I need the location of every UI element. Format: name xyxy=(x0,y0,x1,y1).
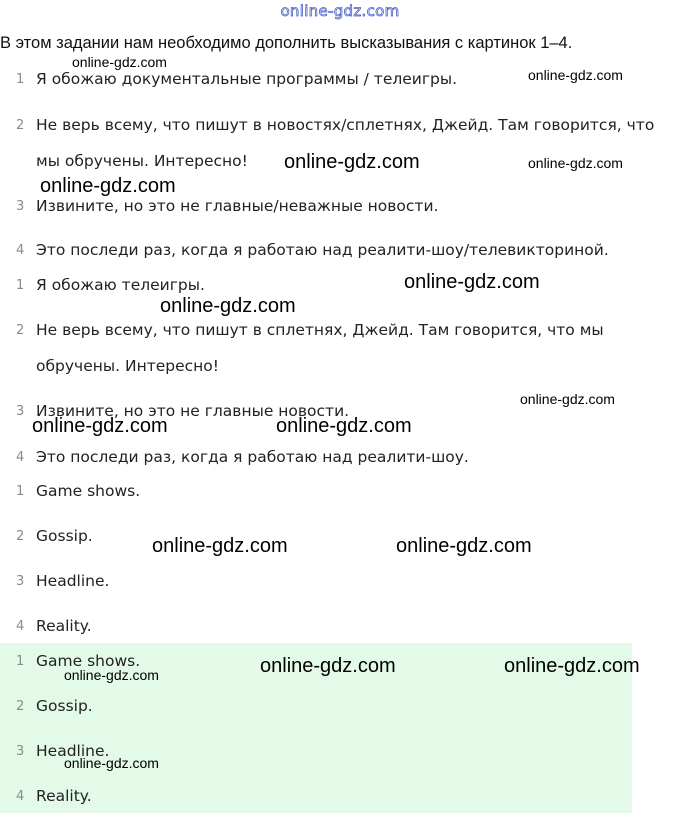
watermark: online-gdz.com xyxy=(528,67,623,83)
item-number: 4 xyxy=(16,619,25,634)
item-text: Game shows. xyxy=(36,652,141,670)
item-text: Это последи раз, когда я работаю над реалити-шоу. xyxy=(36,448,469,466)
item-text: Извините, но это не главные/неважные новости. xyxy=(36,197,439,215)
item-text: Headline. xyxy=(36,572,110,590)
watermark: online-gdz.com xyxy=(276,415,412,437)
item-text: Game shows. xyxy=(36,482,141,500)
item-number: 2 xyxy=(16,118,25,133)
item-number: 1 xyxy=(16,654,25,669)
item-text-continuation: обручены. Интересно! xyxy=(36,357,219,375)
item-number: 3 xyxy=(16,574,25,589)
watermark: online-gdz.com xyxy=(160,295,296,317)
watermark: online-gdz.com xyxy=(260,655,396,677)
item-number: 4 xyxy=(16,450,25,465)
item-text: Я обожаю документальные программы / телеигры. xyxy=(36,70,458,88)
watermark: online-gdz.com xyxy=(64,667,159,683)
item-number: 3 xyxy=(16,199,25,214)
item-text: Gossip. xyxy=(36,697,93,715)
watermark: online-gdz.com xyxy=(396,535,532,557)
item-number: 1 xyxy=(16,278,25,293)
item-number: 1 xyxy=(16,484,25,499)
item-text: Это последи раз, когда я работаю над реалити-шоу/телевикториной. xyxy=(36,241,609,259)
item-text: Я обожаю телеигры. xyxy=(36,276,205,294)
item-text: Извините, но это не главные новости. xyxy=(36,402,350,420)
watermark: online-gdz.com xyxy=(64,755,159,771)
watermark: online-gdz.com xyxy=(152,535,288,557)
watermark: online-gdz.com xyxy=(32,415,168,437)
item-text: Не верь всему, что пишут в сплетнях, Джейд. Там говорится, что мы xyxy=(36,321,604,339)
watermark: online-gdz.com xyxy=(504,655,640,677)
item-number: 2 xyxy=(16,699,25,714)
item-text: Reality. xyxy=(36,617,92,635)
item-number: 2 xyxy=(16,529,25,544)
watermark: online-gdz.com xyxy=(520,391,615,407)
watermark: online-gdz.com xyxy=(40,175,176,197)
item-number: 2 xyxy=(16,323,25,338)
watermark: online-gdz.com xyxy=(72,54,167,70)
site-logo: online-gdz.com xyxy=(280,2,400,20)
item-text: Не верь всему, что пишут в новостях/сплетнях, Джейд. Там говорится, что xyxy=(36,116,655,134)
item-number: 4 xyxy=(16,243,25,258)
item-text: Gossip. xyxy=(36,527,93,545)
item-number: 4 xyxy=(16,789,25,804)
item-text: Reality. xyxy=(36,787,92,805)
watermark: online-gdz.com xyxy=(528,155,623,171)
item-number: 1 xyxy=(16,72,25,87)
task-intro: В этом задании нам необходимо дополнить высказывания с картинок 1–4. xyxy=(0,34,573,52)
watermark: online-gdz.com xyxy=(284,151,420,173)
item-number: 3 xyxy=(16,744,25,759)
watermark: online-gdz.com xyxy=(404,271,540,293)
item-text-continuation: мы обручены. Интересно! xyxy=(36,152,248,170)
item-text: Headline. xyxy=(36,742,110,760)
item-number: 3 xyxy=(16,404,25,419)
